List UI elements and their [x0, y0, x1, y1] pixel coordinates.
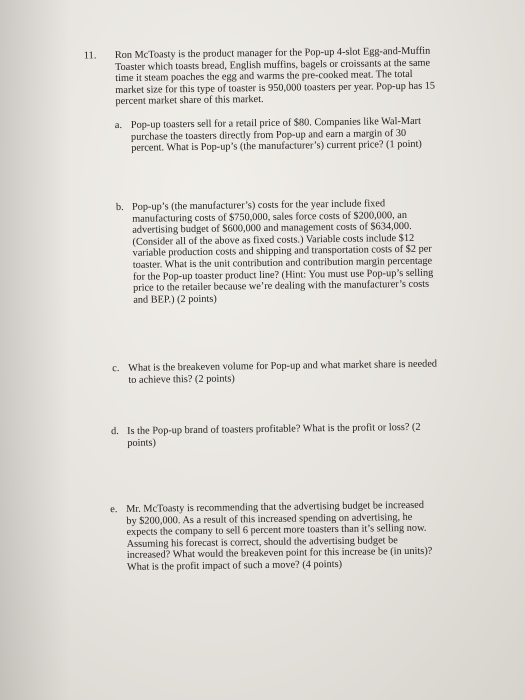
part-line: percent. What is Pop-up’s (the manufacturer’s) current price? (1 point)	[131, 138, 422, 155]
part-line: toaster. What is the unit contribution and contribution margin percentage	[132, 255, 433, 271]
question-intro	[115, 45, 461, 108]
part-line: (Consider all of the above as fixed costs.) Variable costs include $12	[132, 232, 415, 248]
part-letter: e.	[110, 504, 118, 516]
intro-line: time it steam poaches the egg and warms the pre-cooked meat. The total	[115, 69, 413, 85]
part-letter: a.	[114, 119, 123, 132]
part-line: by $200,000. As a result of this increased spending on advertising, he	[126, 511, 413, 527]
part-line: Pop-up toasters sell for a retail price of $80. Companies like Wal-Mart	[130, 115, 421, 131]
part-line: and BEP.) (2 points)	[133, 293, 217, 306]
part-line: Assuming his forecast is correct, should the advertising budget be	[126, 534, 398, 550]
part-line: variable production costs and shipping and transportation costs of $2 per	[132, 244, 432, 260]
part-text	[126, 499, 481, 573]
part-line: expects the company to sell 6 percent more toasters than it’s selling now.	[126, 522, 427, 539]
part-letter: b.	[115, 201, 124, 214]
part-text	[128, 358, 468, 386]
part-line: points)	[127, 437, 156, 449]
part-letter: d.	[111, 426, 119, 438]
part-line: advertising budget of $600,000 and management costs of $634,000.	[132, 221, 412, 236]
intro-line: Ron McToasty is the product manager for the Pop-up 4-slot Egg-and-Muffin	[114, 45, 431, 62]
part-line: for the Pop-up toaster product line? (Hint: You must use Pop-up’s selling	[132, 267, 434, 283]
intro-line: percent market share of this market.	[115, 94, 264, 108]
part-line: Pop-up’s (the manufacturer’s) costs for the year include fixed	[131, 198, 386, 213]
intro-line: Toaster which toasts bread, English muffins, bagels or croissants at the same	[114, 57, 431, 73]
intro-line: market size for this type of toaster is 950,000 toasters per year. Pop-up has 15	[115, 80, 436, 96]
part-line: Is the Pop-up brand of toasters profitable? What is the profit or loss? (2	[127, 421, 421, 437]
part-text	[132, 197, 469, 306]
part-line: price to the retailer because we’re dealing with the manufacturer’s costs	[133, 278, 430, 294]
part-line: What is the breakeven volume for Pop-up and what market share is needed	[128, 358, 438, 374]
part-line: Mr. McToasty is recommending that the advertising budget be increased	[126, 499, 425, 515]
question-number: 11.	[83, 50, 97, 62]
part-text	[131, 115, 461, 154]
part-line: increased? What would the breakeven point for this increase be (in units)?	[126, 546, 433, 562]
part-text	[127, 421, 467, 449]
part-line: purchase the toasters directly from Pop-up and earn a margin of 30	[130, 127, 407, 143]
part-line: to achieve this? (2 points)	[128, 372, 235, 386]
part-letter: c.	[112, 363, 120, 375]
part-line: What is the profit impact of such a move? (4 points)	[126, 558, 343, 573]
part-line: manufacturing costs of $750,000, sales force costs of $200,000, an	[132, 209, 408, 225]
